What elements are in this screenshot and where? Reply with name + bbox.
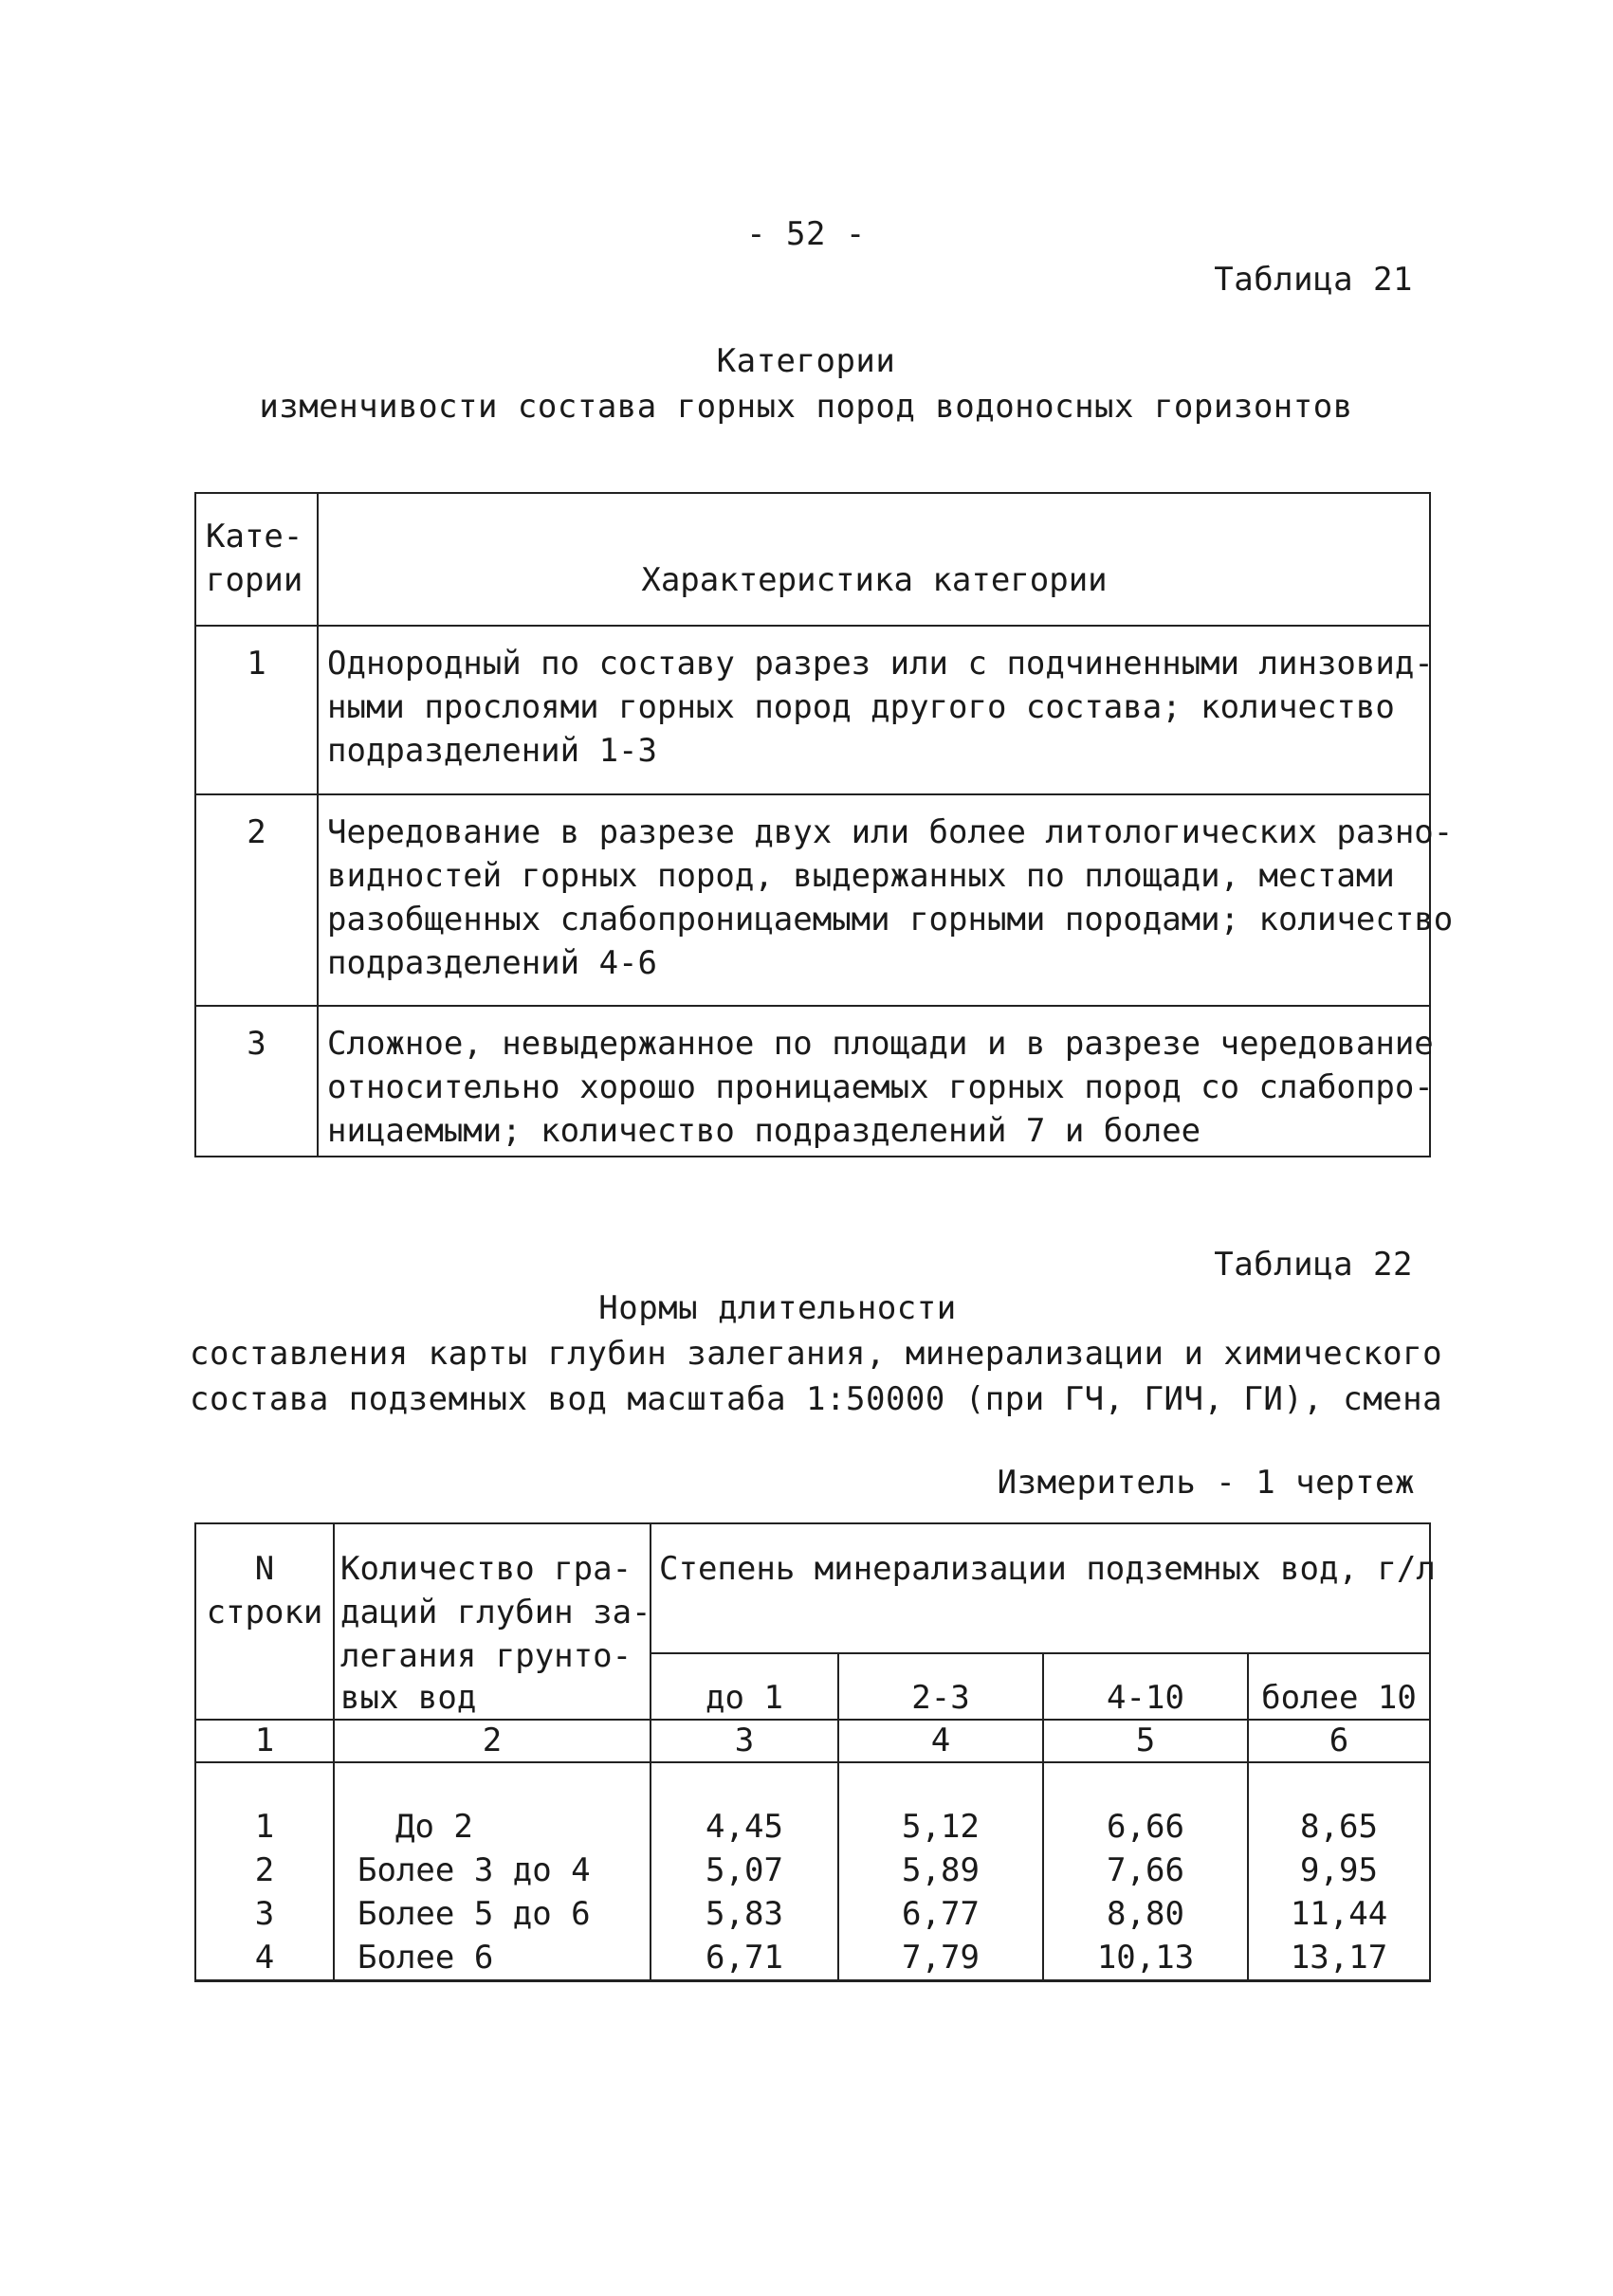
table22-row-value: 8,65: [1300, 1808, 1378, 1846]
table21-row1-line: Однородный по составу разрез или с подчиненными линзовид-: [327, 645, 1434, 683]
table22-row-qty: Более 6: [357, 1939, 494, 1977]
table22-title-line1: Нормы длительности: [598, 1289, 957, 1327]
page-number: - 52 -: [746, 215, 866, 253]
table22-colnum: 6: [1329, 1722, 1349, 1759]
table21-row3-line: Сложное, невыдержанное по площади и в разрезе чередование: [327, 1025, 1434, 1063]
table22-colnum: 2: [482, 1722, 503, 1759]
table21-row1-category: 1: [247, 645, 266, 683]
table22-row-value: 5,83: [706, 1895, 783, 1933]
table22-subheader: 4-10: [1107, 1679, 1184, 1717]
table21-row-divider: [196, 793, 1429, 795]
table22-subheader-divider: [651, 1652, 1429, 1654]
table22-row-value: 11,44: [1290, 1895, 1388, 1933]
table22-row-n: 3: [254, 1895, 275, 1933]
table22-row-n: 2: [254, 1851, 275, 1889]
table22-row-qty: Более 5 до 6: [357, 1895, 591, 1933]
table22-row-value: 5,89: [902, 1851, 980, 1889]
table22: [194, 1522, 1436, 1982]
table22-row-value: 6,77: [902, 1895, 980, 1933]
table22-row-value: 5,07: [706, 1851, 783, 1889]
table22-subheader: более 10: [1261, 1679, 1417, 1717]
table21-header-category-line1: Кате-: [206, 518, 303, 556]
table22-row-value: 10,13: [1096, 1939, 1195, 1977]
table22-row-qty: До 2: [395, 1808, 473, 1846]
table22-subheader: до 1: [706, 1679, 783, 1717]
table21-row3-line: относительно хорошо проницаемых горных пород со слабопро-: [327, 1068, 1434, 1106]
table22-header-degree: Степень минерализации подземных вод, г/л: [659, 1550, 1436, 1588]
table22-row-value: 13,17: [1290, 1939, 1388, 1977]
table21-header-characteristic: Характеристика категории: [641, 561, 1108, 599]
table22-colnum: 3: [734, 1722, 755, 1759]
table22-row-value: 9,95: [1300, 1851, 1378, 1889]
table21-row-divider: [196, 1005, 1429, 1007]
table21-title-line2: изменчивости состава горных пород водоносных горизонтов: [259, 388, 1353, 426]
table22-row-value: 5,12: [902, 1808, 980, 1846]
table21-row2-line: разобщенных слабопроницаемыми горными породами; количество: [327, 901, 1454, 938]
table22-row-value: 7,79: [902, 1939, 980, 1977]
table21-label: Таблица 21: [1214, 261, 1413, 299]
table22-row-qty: Более 3 до 4: [357, 1851, 591, 1889]
table22-row-n: 4: [254, 1939, 275, 1977]
table22-header-n: N: [254, 1550, 275, 1588]
table22-colnum: 1: [254, 1722, 275, 1759]
table22-header-qty-line: Количество гра-: [340, 1550, 632, 1588]
table22-row-value: 7,66: [1107, 1851, 1184, 1889]
table21-row2-line: подразделений 4-6: [327, 944, 657, 982]
table21-row3-line: ницаемыми; количество подразделений 7 и более: [327, 1112, 1201, 1150]
table21-row1-line: подразделений 1-3: [327, 732, 657, 770]
table22-colnum: 5: [1135, 1722, 1156, 1759]
table22-row-value: 6,71: [706, 1939, 783, 1977]
table22-title-line2: составления карты глубин залегания, минерализации и химического: [190, 1335, 1443, 1373]
table21-title-line1: Категории: [716, 342, 896, 380]
table21-row2-category: 2: [247, 813, 266, 851]
table22-header-qty-line: вых вод: [340, 1679, 477, 1717]
table22-row-n: 1: [254, 1808, 275, 1846]
table21-row2-line: видностей горных пород, выдержанных по площади, местами: [327, 857, 1395, 895]
table22-row-value: 6,66: [1107, 1808, 1184, 1846]
table22-unit: Измеритель - 1 чертеж: [997, 1464, 1415, 1502]
table21-row1-line: ными прослоями горных пород другого состава; количество: [327, 688, 1395, 726]
table21-col-divider: [317, 494, 319, 1156]
table21-row2-line: Чередование в разрезе двух или более литологических разно-: [327, 813, 1454, 851]
table21-row3-category: 3: [247, 1025, 266, 1063]
table21-header-category-line2: гории: [206, 561, 303, 599]
table22-title-line3: состава подземных вод масштаба 1:50000 (при ГЧ, ГИЧ, ГИ), смена: [190, 1380, 1443, 1418]
table22-colnum: 4: [930, 1722, 951, 1759]
table22-subheader: 2-3: [911, 1679, 970, 1717]
table22-header-n-line2: строки: [206, 1594, 323, 1631]
table22-label: Таблица 22: [1214, 1246, 1413, 1284]
table22-header-qty-line: даций глубин за-: [340, 1594, 651, 1631]
table21: [194, 492, 1454, 1157]
table22-header-qty-line: легания грунто-: [340, 1637, 632, 1675]
table22-row-value: 4,45: [706, 1808, 783, 1846]
table21-header-divider: [196, 625, 1429, 627]
table22-row-value: 8,80: [1107, 1895, 1184, 1933]
